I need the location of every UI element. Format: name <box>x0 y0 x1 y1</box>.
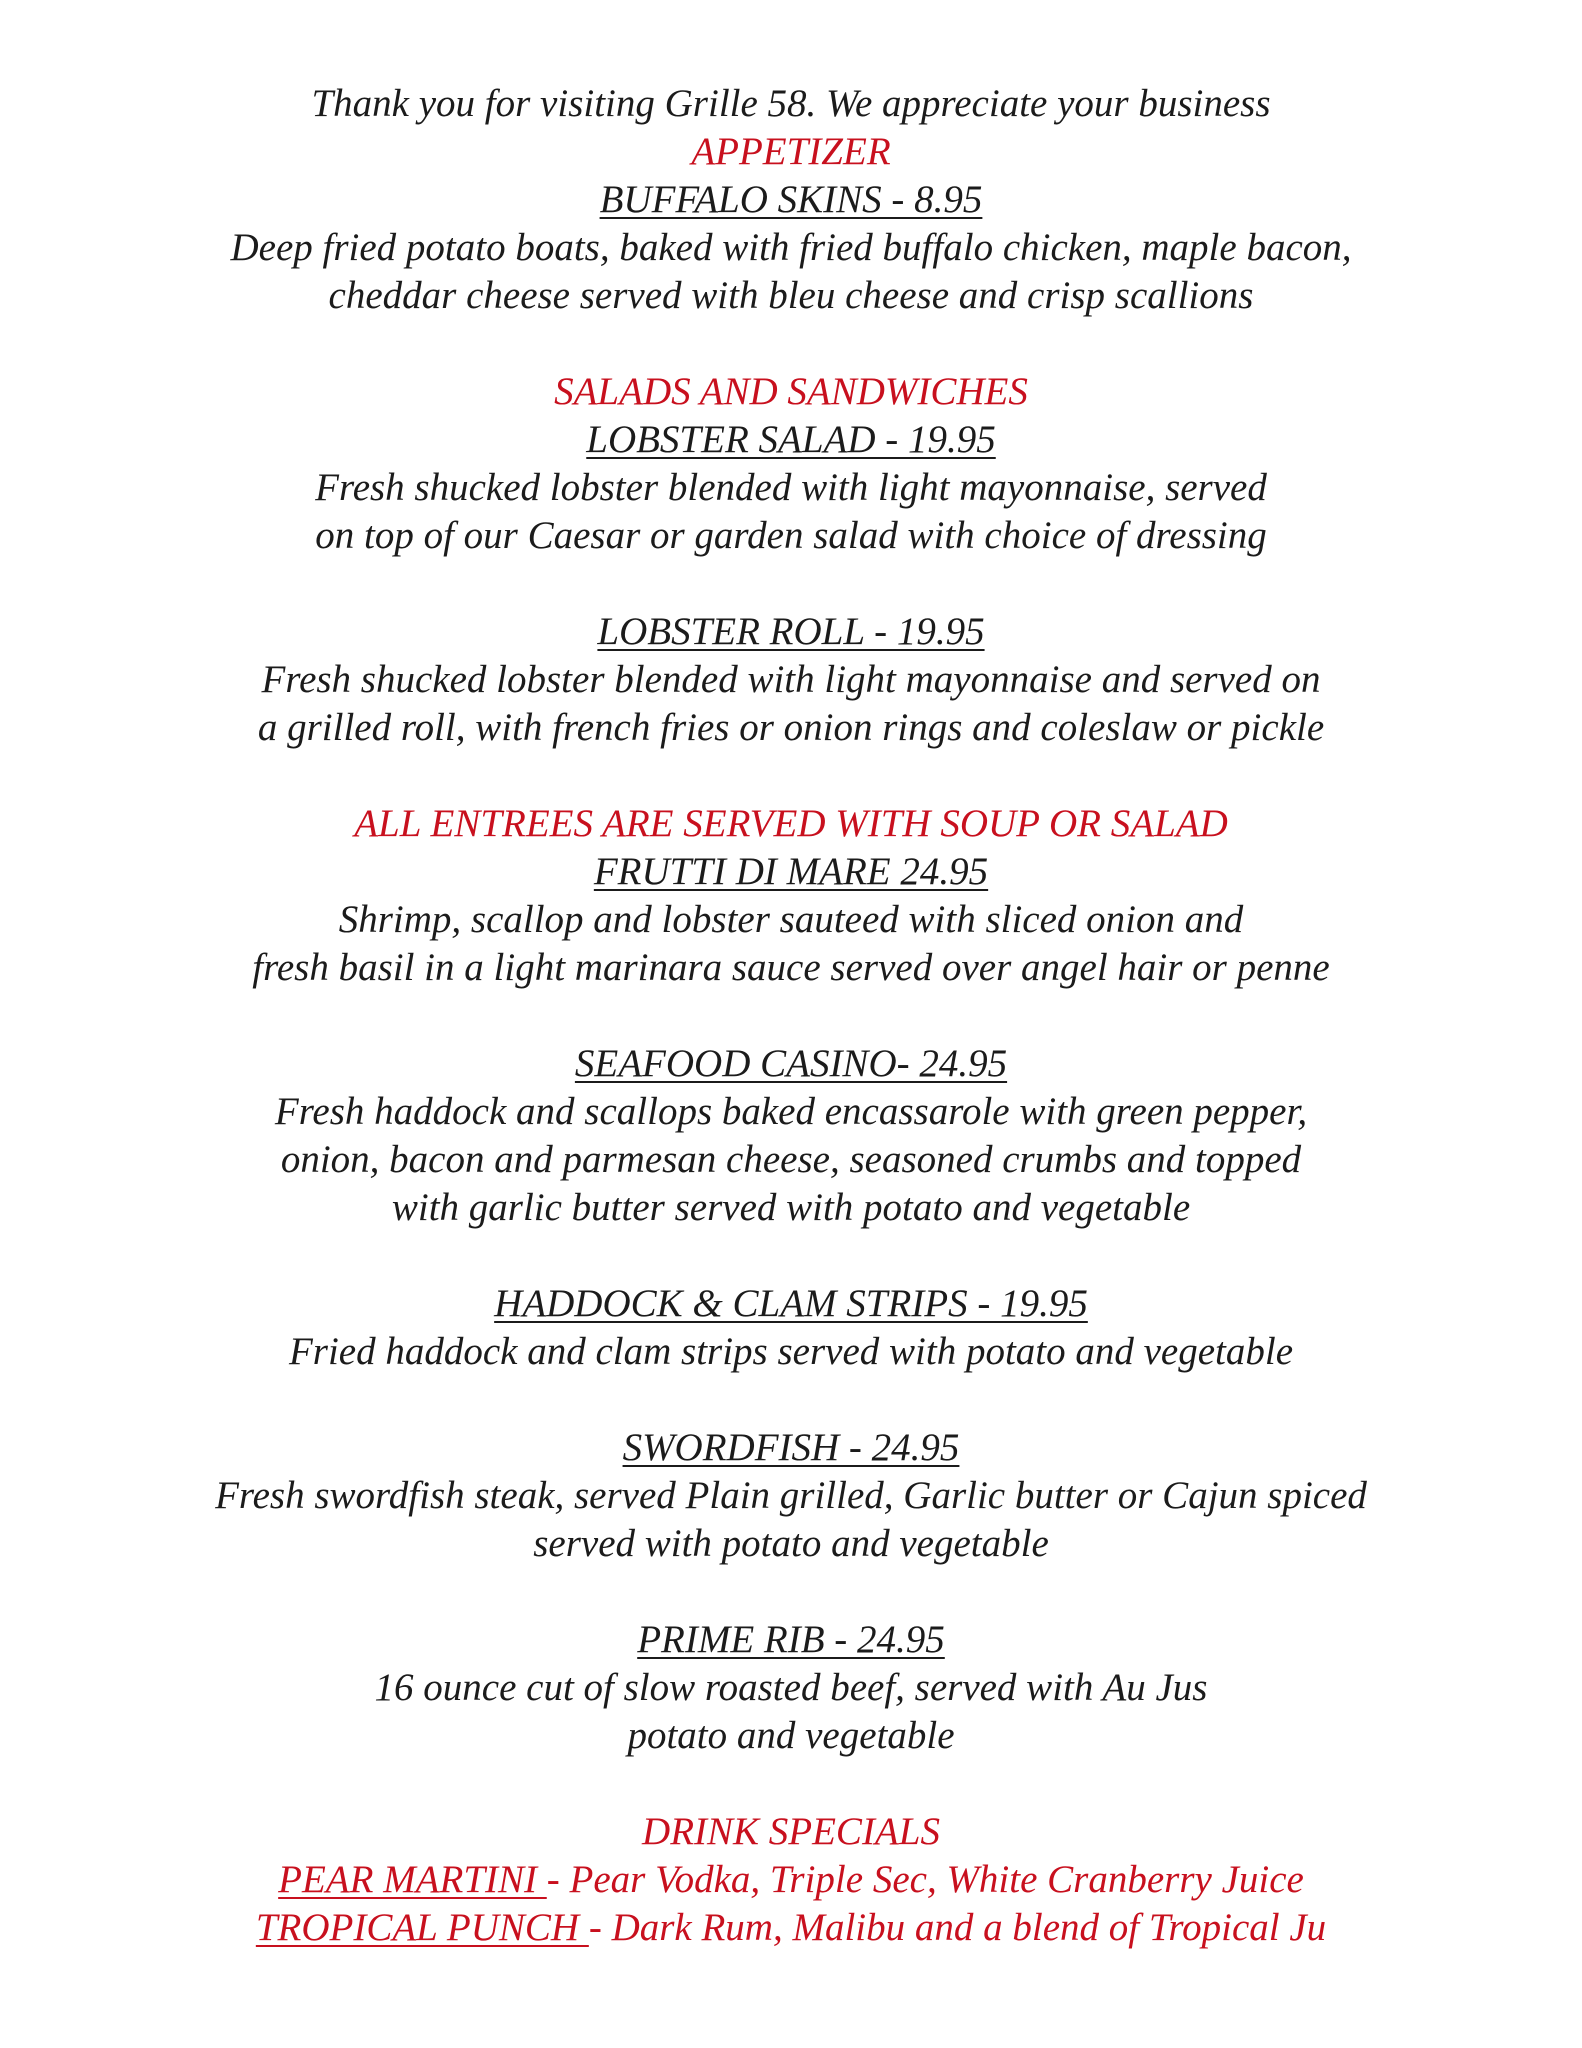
menu-item-desc: onion, bacon and parmesan cheese, seasoned crumbs and topped <box>280 1138 1302 1181</box>
menu-item-desc: with garlic butter served with potato and vegetable <box>391 1186 1191 1229</box>
menu-item-desc: on top of our Caesar or garden salad with choice of dressing <box>315 514 1267 557</box>
drinks-heading: DRINK SPECIALS <box>642 1810 940 1853</box>
item-title: LOBSTER SALAD - 19.95 <box>586 418 996 461</box>
appetizer-heading: APPETIZER <box>691 130 891 173</box>
menu-item-title <box>0 416 1582 464</box>
appetizer-item-desc: Deep fried potato boats, baked with fried buffalo chicken, maple bacon, <box>230 226 1352 269</box>
menu-item-desc: fresh basil in a light marinara sauce served over angel hair or penne <box>252 946 1330 989</box>
appetizer-item-title <box>0 176 1582 224</box>
item-title: BUFFALO SKINS - 8.95 <box>599 178 983 221</box>
menu-item-title <box>0 1040 1582 1088</box>
menu-item-title <box>0 1424 1582 1472</box>
item-title: HADDOCK & CLAM STRIPS - 19.95 <box>494 1282 1088 1325</box>
menu-item-title <box>0 608 1582 656</box>
item-title: LOBSTER ROLL - 19.95 <box>597 610 985 653</box>
menu-item-desc: potato and vegetable <box>627 1714 955 1757</box>
menu-item-desc: 16 ounce cut of slow roasted beef, served with Au Jus <box>374 1666 1208 1709</box>
drink-name: TROPICAL PUNCH <box>255 1906 589 1949</box>
intro-text: Thank you for visiting Grille 58. We appreciate your business <box>311 82 1271 125</box>
item-title: FRUTTI DI MARE 24.95 <box>593 850 989 893</box>
menu-item-desc: Fresh shucked lobster blended with light mayonnaise and served on <box>261 658 1321 701</box>
menu-item-title <box>0 1616 1582 1664</box>
menu-item-desc: a grilled roll, with french fries or onion rings and coleslaw or pickle <box>257 706 1325 749</box>
drink-name: PEAR MARTINI <box>278 1858 547 1901</box>
menu-item-desc: Fried haddock and clam strips served with potato and vegetable <box>288 1330 1294 1373</box>
menu-item-title <box>0 1280 1582 1328</box>
item-title: SEAFOOD CASINO- 24.95 <box>574 1042 1008 1085</box>
item-title: SWORDFISH - 24.95 <box>622 1426 960 1469</box>
menu-item-desc: Fresh shucked lobster blended with light mayonnaise, served <box>315 466 1267 509</box>
drink-item <box>0 1904 1582 1952</box>
drink-item <box>0 1856 1582 1904</box>
item-title: PRIME RIB - 24.95 <box>637 1618 945 1661</box>
menu-item-title <box>0 848 1582 896</box>
salads-heading: SALADS AND SANDWICHES <box>554 370 1028 413</box>
menu-item-desc: Shrimp, scallop and lobster sauteed with sliced onion and <box>338 898 1244 941</box>
drink-desc: - Pear Vodka, Triple Sec, White Cranberry Juice <box>546 1858 1304 1901</box>
drink-desc: - Dark Rum, Malibu and a blend of Tropical Ju <box>588 1906 1327 1949</box>
menu-item-desc: Fresh swordfish steak, served Plain grilled, Garlic butter or Cajun spiced <box>215 1474 1367 1517</box>
entrees-heading: ALL ENTREES ARE SERVED WITH SOUP OR SALAD <box>354 802 1228 845</box>
menu-item-desc: served with potato and vegetable <box>533 1522 1049 1565</box>
appetizer-item-desc: cheddar cheese served with bleu cheese and crisp scallions <box>328 274 1254 317</box>
menu-item-desc: Fresh haddock and scallops baked encassarole with green pepper, <box>274 1090 1308 1133</box>
